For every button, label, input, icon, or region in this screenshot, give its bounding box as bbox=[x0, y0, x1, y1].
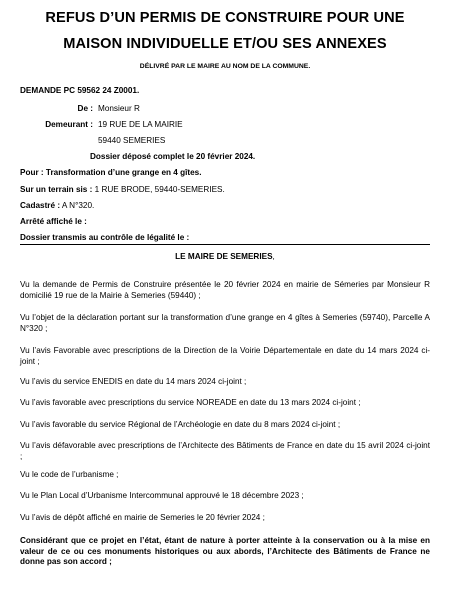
paragraph-vu-objet: Vu l’objet de la déclaration portant sur la transformation d’une grange en 4 gîtes à Semeries (59740), Parcelle A N°320 ; bbox=[20, 313, 430, 333]
paragraph-considerant: Considérant que ce projet en l’état, étant de nature à porter atteinte à la conservation ou à la mise en valeur de ce ou ces monuments historiques ou aux abords, l’Architecte des Bâtiments de France ne donne pas son accord ; bbox=[20, 536, 430, 566]
paragraph-vu-demande: Vu la demande de Permis de Construire présentée le 20 février 2024 en mairie de Sémeries par Monsieur R domicilié 19 rue de la Mairie à Semeries (59440) ; bbox=[20, 280, 430, 300]
paragraph-vu-code: Vu le code de l’urbanisme ; bbox=[20, 470, 119, 479]
demeurant-label: Demeurant : bbox=[45, 120, 93, 129]
delivre-subtitle: DÉLIVRÉ PAR LE MAIRE AU NOM DE LA COMMUNE. bbox=[139, 63, 311, 70]
cadastre-label: Cadastré : bbox=[20, 201, 61, 210]
transmis-label: Dossier transmis au contrôle de légalité le : bbox=[20, 233, 190, 242]
depot-date: Dossier déposé complet le 20 février 2024. bbox=[90, 152, 256, 161]
paragraph-vu-abf: Vu l’avis défavorable avec prescriptions de l’Architecte des Bâtiments de France en date du 15 avril 2024 ci-joint ; bbox=[20, 441, 430, 461]
maire-title: LE MAIRE DE SEMERIES bbox=[175, 252, 273, 261]
separator-rule bbox=[20, 244, 430, 245]
de-label: De : bbox=[77, 104, 93, 113]
maire-heading bbox=[20, 252, 430, 262]
paragraph-vu-enedis: Vu l’avis du service ENEDIS en date du 14 mars 2024 ci-joint ; bbox=[20, 377, 247, 386]
document-title-line1: REFUS D’UN PERMIS DE CONSTRUIRE POUR UNE bbox=[45, 10, 405, 26]
paragraph-vu-archeologie: Vu l’avis favorable du service Régional de l’Archéologie en date du 8 mars 2024 ci-joint ; bbox=[20, 420, 341, 429]
paragraph-vu-voirie: Vu l’avis Favorable avec prescriptions de la Direction de la Voirie Départementale en date du 14 mars 2024 ci-joint ; bbox=[20, 346, 430, 366]
arrete-label: Arrêté affiché le : bbox=[20, 217, 87, 226]
terrain-label: Sur un terrain sis : bbox=[20, 185, 93, 194]
cadastre-line bbox=[20, 201, 94, 211]
terrain-value: 1 RUE BRODE, 59440-SEMERIES. bbox=[94, 185, 225, 194]
demande-number: DEMANDE PC 59562 24 Z0001. bbox=[20, 86, 140, 95]
paragraph-vu-noreade: Vu l’avis favorable avec prescriptions du service NOREADE en date du 13 mars 2024 ci-joint ; bbox=[20, 398, 361, 407]
demeurant-line2: 59440 SEMERIES bbox=[98, 136, 166, 145]
paragraph-vu-plui: Vu le Plan Local d’Urbanisme Intercommunal approuvé le 18 décembre 2023 ; bbox=[20, 491, 304, 500]
maire-suffix: , bbox=[272, 252, 275, 261]
terrain-line bbox=[20, 185, 225, 195]
de-value: Monsieur R bbox=[98, 104, 140, 113]
document-title-line2: MAISON INDIVIDUELLE ET/OU SES ANNEXES bbox=[63, 36, 387, 52]
demeurant-line1: 19 RUE DE LA MAIRIE bbox=[98, 120, 183, 129]
paragraph-vu-affichage: Vu l’avis de dépôt affiché en mairie de Semeries le 20 février 2024 ; bbox=[20, 513, 265, 522]
cadastre-value: A N°320. bbox=[61, 201, 95, 210]
pour-objet: Pour : Transformation d’une grange en 4 gîtes. bbox=[20, 168, 202, 177]
